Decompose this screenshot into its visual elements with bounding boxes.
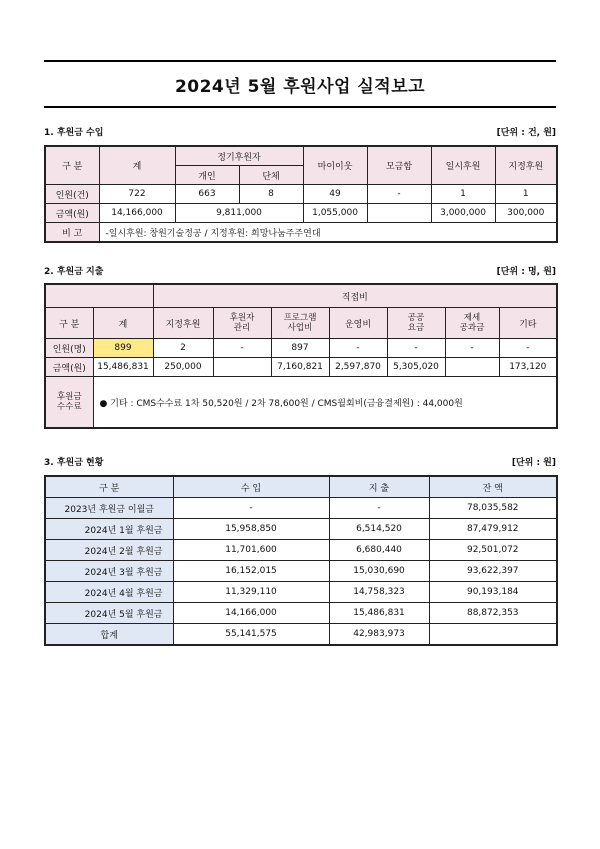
cell-operation: 2,597,870 <box>329 358 387 377</box>
row-label: 금액(원) <box>45 204 99 223</box>
table-row <box>45 223 557 243</box>
remark-label: 비 고 <box>45 223 99 243</box>
expense-header-program: 프로그램 사업비 <box>271 308 329 339</box>
expense-header-other: 기타 <box>499 308 557 339</box>
income-header-total: 계 <box>99 146 175 185</box>
income-header-designated: 지정후원 <box>495 146 557 185</box>
cell-total-highlight: 899 <box>93 339 153 358</box>
cell-utility: 5,305,020 <box>387 358 445 377</box>
cell-balance: 78,035,582 <box>429 498 557 519</box>
cell-myiout: 1,055,000 <box>303 204 367 223</box>
expense-header-blank <box>45 284 153 308</box>
row-label: 2024년 2월 후원금 <box>45 540 173 561</box>
cell-expense: 15,030,690 <box>329 561 429 582</box>
cell-designated: 2 <box>153 339 213 358</box>
total-label: 합계 <box>45 624 173 646</box>
cell-utility: - <box>387 339 445 358</box>
cell-expense: 6,680,440 <box>329 540 429 561</box>
table-row <box>45 540 557 561</box>
total-income: 55,141,575 <box>173 624 329 646</box>
cell-temporary: 1 <box>431 185 495 204</box>
cell-temporary: 3,000,000 <box>431 204 495 223</box>
cell-expense: 6,514,520 <box>329 519 429 540</box>
section1-heading: 1. 후원금 수입 <box>44 128 104 138</box>
cell-total: 14,166,000 <box>99 204 175 223</box>
row-label: 인원(명) <box>45 339 93 358</box>
section2-unit: [단위 : 명, 원] <box>496 267 556 277</box>
remark-text: -일시후원: 창원기술정공 / 지정후원: 희망나눔주주연대 <box>99 223 557 243</box>
status-header-balance: 잔 액 <box>429 476 557 498</box>
table-row <box>45 377 557 429</box>
cell-fundbox: - <box>367 185 431 204</box>
expense-header-utility: 공공 요금 <box>387 308 445 339</box>
status-header-expense: 지 출 <box>329 476 429 498</box>
cell-balance: 87,479,912 <box>429 519 557 540</box>
expense-header-operation: 운영비 <box>329 308 387 339</box>
expense-header-gubun: 구 분 <box>45 308 93 339</box>
cell-balance: 90,193,184 <box>429 582 557 603</box>
table-row <box>45 498 557 519</box>
cell-other: 173,120 <box>499 358 557 377</box>
cell-other: - <box>499 339 557 358</box>
cell-myiout: 49 <box>303 185 367 204</box>
row-label: 2024년 4월 후원금 <box>45 582 173 603</box>
table-row-total <box>45 624 557 646</box>
cell-balance: 93,622,397 <box>429 561 557 582</box>
section2-header <box>44 264 556 277</box>
expense-header-direct: 직접비 <box>153 284 557 308</box>
cell-donor-mgmt <box>213 358 271 377</box>
row-label: 인원(건) <box>45 185 99 204</box>
cell-expense: - <box>329 498 429 519</box>
cell-individual: 663 <box>175 185 239 204</box>
income-header-gubun: 구 분 <box>45 146 99 185</box>
total-balance <box>429 624 557 646</box>
table-row <box>45 204 557 223</box>
income-table <box>44 145 558 243</box>
table-row <box>45 358 557 377</box>
section1-header <box>44 125 556 138</box>
report-title: 2024년 5월 후원사업 실적보고 <box>174 76 426 97</box>
cell-expense: 14,758,323 <box>329 582 429 603</box>
table-row <box>45 185 557 204</box>
fee-label: 후원금 수수료 <box>45 377 93 429</box>
table-row <box>45 582 557 603</box>
cell-total: 15,486,831 <box>93 358 153 377</box>
cell-income: - <box>173 498 329 519</box>
expense-header-designated: 지정후원 <box>153 308 213 339</box>
section3-header <box>44 455 556 468</box>
report-title-bar <box>44 60 556 108</box>
cell-designated: 300,000 <box>495 204 557 223</box>
section2-heading: 2. 후원금 지출 <box>44 267 104 277</box>
cell-income: 16,152,015 <box>173 561 329 582</box>
income-header-regular: 정기후원자 <box>175 146 303 166</box>
cell-income: 14,166,000 <box>173 603 329 624</box>
expense-header-total: 계 <box>93 308 153 339</box>
expense-table <box>44 283 558 429</box>
cell-designated: 1 <box>495 185 557 204</box>
cell-income: 11,329,110 <box>173 582 329 603</box>
income-header-temporary: 일시후원 <box>431 146 495 185</box>
cell-fundbox <box>367 204 431 223</box>
cell-regular: 9,811,000 <box>175 204 303 223</box>
row-label: 2023년 후원금 이월금 <box>45 498 173 519</box>
cell-balance: 88,872,353 <box>429 603 557 624</box>
section3-heading: 3. 후원금 현황 <box>44 458 104 468</box>
expense-header-donor-mgmt: 후원자 관리 <box>213 308 271 339</box>
section1-unit: [단위 : 건, 원] <box>496 128 556 138</box>
status-header-gubun: 구 분 <box>45 476 173 498</box>
status-table <box>44 475 558 646</box>
table-row <box>45 519 557 540</box>
cell-total: 722 <box>99 185 175 204</box>
cell-tax <box>445 358 499 377</box>
cell-operation: - <box>329 339 387 358</box>
income-header-myiout: 마이이웃 <box>303 146 367 185</box>
table-row <box>45 339 557 358</box>
income-header-fundbox: 모금함 <box>367 146 431 185</box>
row-label: 2024년 3월 후원금 <box>45 561 173 582</box>
income-header-individual: 개인 <box>175 166 239 185</box>
table-row <box>45 561 557 582</box>
cell-income: 11,701,600 <box>173 540 329 561</box>
cell-program: 897 <box>271 339 329 358</box>
expense-header-tax: 제세 공과금 <box>445 308 499 339</box>
cell-income: 15,958,850 <box>173 519 329 540</box>
total-expense: 42,983,973 <box>329 624 429 646</box>
cell-program: 7,160,821 <box>271 358 329 377</box>
income-header-group: 단체 <box>239 166 303 185</box>
cell-designated: 250,000 <box>153 358 213 377</box>
cell-donor-mgmt: - <box>213 339 271 358</box>
cell-group: 8 <box>239 185 303 204</box>
cell-expense: 15,486,831 <box>329 603 429 624</box>
row-label: 2024년 1월 후원금 <box>45 519 173 540</box>
section3-unit: [단위 : 원] <box>511 458 556 468</box>
table-row <box>45 603 557 624</box>
row-label: 2024년 5월 후원금 <box>45 603 173 624</box>
fee-note: ● 기타 : CMS수수료 1차 50,520원 / 2차 78,600원 / CMS월회비(금융결제원) : 44,000원 <box>93 377 557 429</box>
cell-balance: 92,501,072 <box>429 540 557 561</box>
row-label: 금액(원) <box>45 358 93 377</box>
status-header-income: 수 입 <box>173 476 329 498</box>
cell-tax: - <box>445 339 499 358</box>
